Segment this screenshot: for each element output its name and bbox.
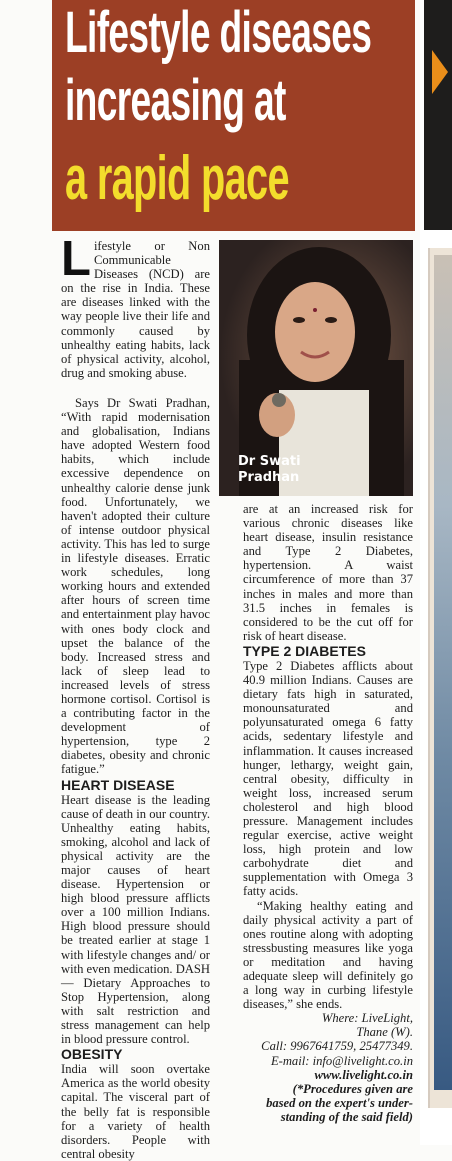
risk-paragraph: are at an increased risk for various chronic diseases like heart disease, insulin resistance and Type 2 Diabetes, hypertension. A waist circumference of more than 37 inches in males and more than 31.5 inches in females is considered to be the cut off for risk of heart disease. (243, 502, 413, 643)
where-line-2: Thane (W). (356, 1025, 413, 1040)
website-line: www.livelight.co.in (314, 1067, 413, 1082)
disclaimer-line-3: standing of the said field) (280, 1109, 413, 1124)
adjacent-dark-panel (424, 0, 452, 230)
heart-disease-heading: HEART DISEASE (61, 776, 175, 793)
heart-disease-paragraph: Heart disease is the leading cause of death in our country. Unhealthy eating habits, smoking, alcohol and lack of physical activity are the major causes of heart disease. Hypertension or high blood pressure afflicts over a 100 million Indians. High blood pressure should be treated earlier at stage 1 with lifestyle changes and/ or with even medication. DASH — Dietary Approaches to Stop Hypertension, along with salt restriction and stress management can help in blood pressure control. (61, 792, 210, 1047)
portrait-photo (219, 240, 413, 496)
diabetes-paragraph: Type 2 Diabetes afflicts about 40.9 million Indians. Causes are dietary fats high in saturated, monounsaturated and polyunsaturated omega 6 fatty acids, sedentary lifestyle and inflammation. It causes increased hunger, lethargy, weight gain, central obesity, difficulty in weight loss, increased serum cholesterol and high blood pressure. Management includes regular exercise, active weight loss, high protein and low carbohydrate diet and supplementation with Omega 3 fatty acids. (243, 658, 413, 899)
email-line: E-mail: info@livelight.co.in (270, 1053, 413, 1068)
photo-caption (238, 454, 301, 486)
drop-cap: L (61, 232, 91, 286)
headline-line-3: a rapid pace (65, 144, 289, 213)
adjacent-orange-arrow (432, 50, 448, 94)
caption-name-line-1: Dr Swati (238, 454, 301, 469)
headline-banner (52, 0, 415, 231)
intro-paragraph (61, 232, 210, 380)
disclaimer-line-2: based on the expert's under- (266, 1095, 413, 1110)
disclaimer-line-1: (*Procedures given are (292, 1081, 413, 1096)
caption-name-line-2: Pradhan (238, 470, 300, 485)
obesity-heading: OBESITY (61, 1046, 123, 1063)
intro-text: ifestyle or Non Communicable Diseases (NCD) are on the rise in India. These are diseases linked with the way people live their life and commonly caused by unhealthy eating habits, lack of physical activity, alcohol, drug and smoking abuse. (61, 239, 210, 380)
where-line-1: Where: LiveLight, (321, 1011, 413, 1026)
quote-paragraph: Says Dr Swati Pradhan, “With rapid modernisation and globalisation, Indians have adopted Western food habits, which include excessive dependence on unhealthy calorie dense junk food. Unfortunately, we haven't adopted their culture of intense outdoor physical activity. This has led to surge in lifestyle diseases. Erratic work schedules, long working hours and extended after hours of screen time and entertainment play havoc with ones body clock and upset the balance of the body. Increased stress and lack of sleep lead to increased levels of stress hormone cortisol. Cortisol is a contributing factor in the development of hypertension, type 2 diabetes, obesity and chronic fatigue.” (61, 396, 210, 777)
call-line: Call: 9967641759, 25477349. (261, 1039, 413, 1054)
headline-line-2: increasing at (65, 68, 286, 133)
headline-line-1: Lifestyle diseases (65, 0, 372, 65)
column-1-body (61, 396, 210, 1161)
column-2-body (243, 502, 413, 1145)
closing-quote-paragraph: “Making healthy eating and daily physical activity a part of ones routine along with adopting stressbusting measures like yoga or meditation and having adequate sleep will definitely go a long way in curbing lifestyle diseases,” she ends. (243, 898, 413, 1012)
adjacent-ad-photo (434, 255, 452, 1090)
obesity-paragraph: India will soon overtake America as the world obesity capital. The visceral part of the belly fat is responsible for a variety of health disorders. People with central obesity (61, 1062, 210, 1161)
adjacent-column-edge (420, 0, 452, 1145)
type-2-diabetes-heading: TYPE 2 DIABETES (243, 642, 366, 659)
